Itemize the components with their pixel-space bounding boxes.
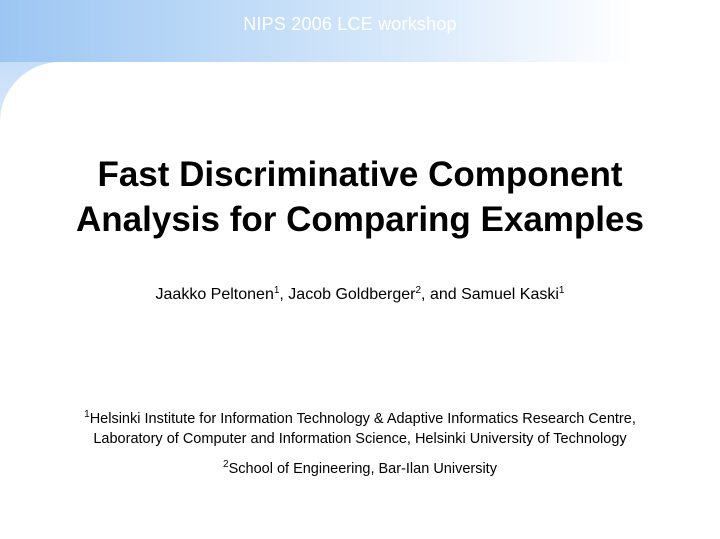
header-corner-curve (0, 62, 60, 122)
author-separator: , and (421, 286, 462, 303)
affiliation-2 (0, 459, 720, 479)
affiliation-1-line-2: Laboratory of Computer and Information Science, Helsinki University of Technology (93, 431, 627, 447)
affiliation-mark: 2 (223, 459, 229, 470)
title-line-2: Analysis for Comparing Examples (76, 200, 644, 239)
slide-title (0, 152, 720, 242)
affiliation-mark: 1 (273, 285, 280, 296)
affiliation-mark: 1 (558, 285, 565, 296)
affiliation-text: School of Engineering, Bar-Ilan University (228, 461, 497, 477)
author-name: Jacob Goldberger (288, 286, 416, 303)
workshop-label: NIPS 2006 LCE workshop (243, 14, 457, 34)
affiliation-1 (0, 409, 720, 449)
title-line-1: Fast Discriminative Component (97, 155, 623, 194)
affiliation-text: Helsinki Institute for Information Technology & Adaptive Informatics Research Centre, (89, 411, 636, 427)
author-name: Samuel Kaski (461, 286, 559, 303)
author-list (0, 286, 720, 304)
author-name: Jaakko Peltonen (155, 286, 274, 303)
author-separator: , (279, 286, 289, 303)
affiliation-1-line-1 (0, 409, 720, 429)
affiliation-mark: 2 (415, 285, 422, 296)
affiliation-mark: 1 (84, 409, 90, 420)
